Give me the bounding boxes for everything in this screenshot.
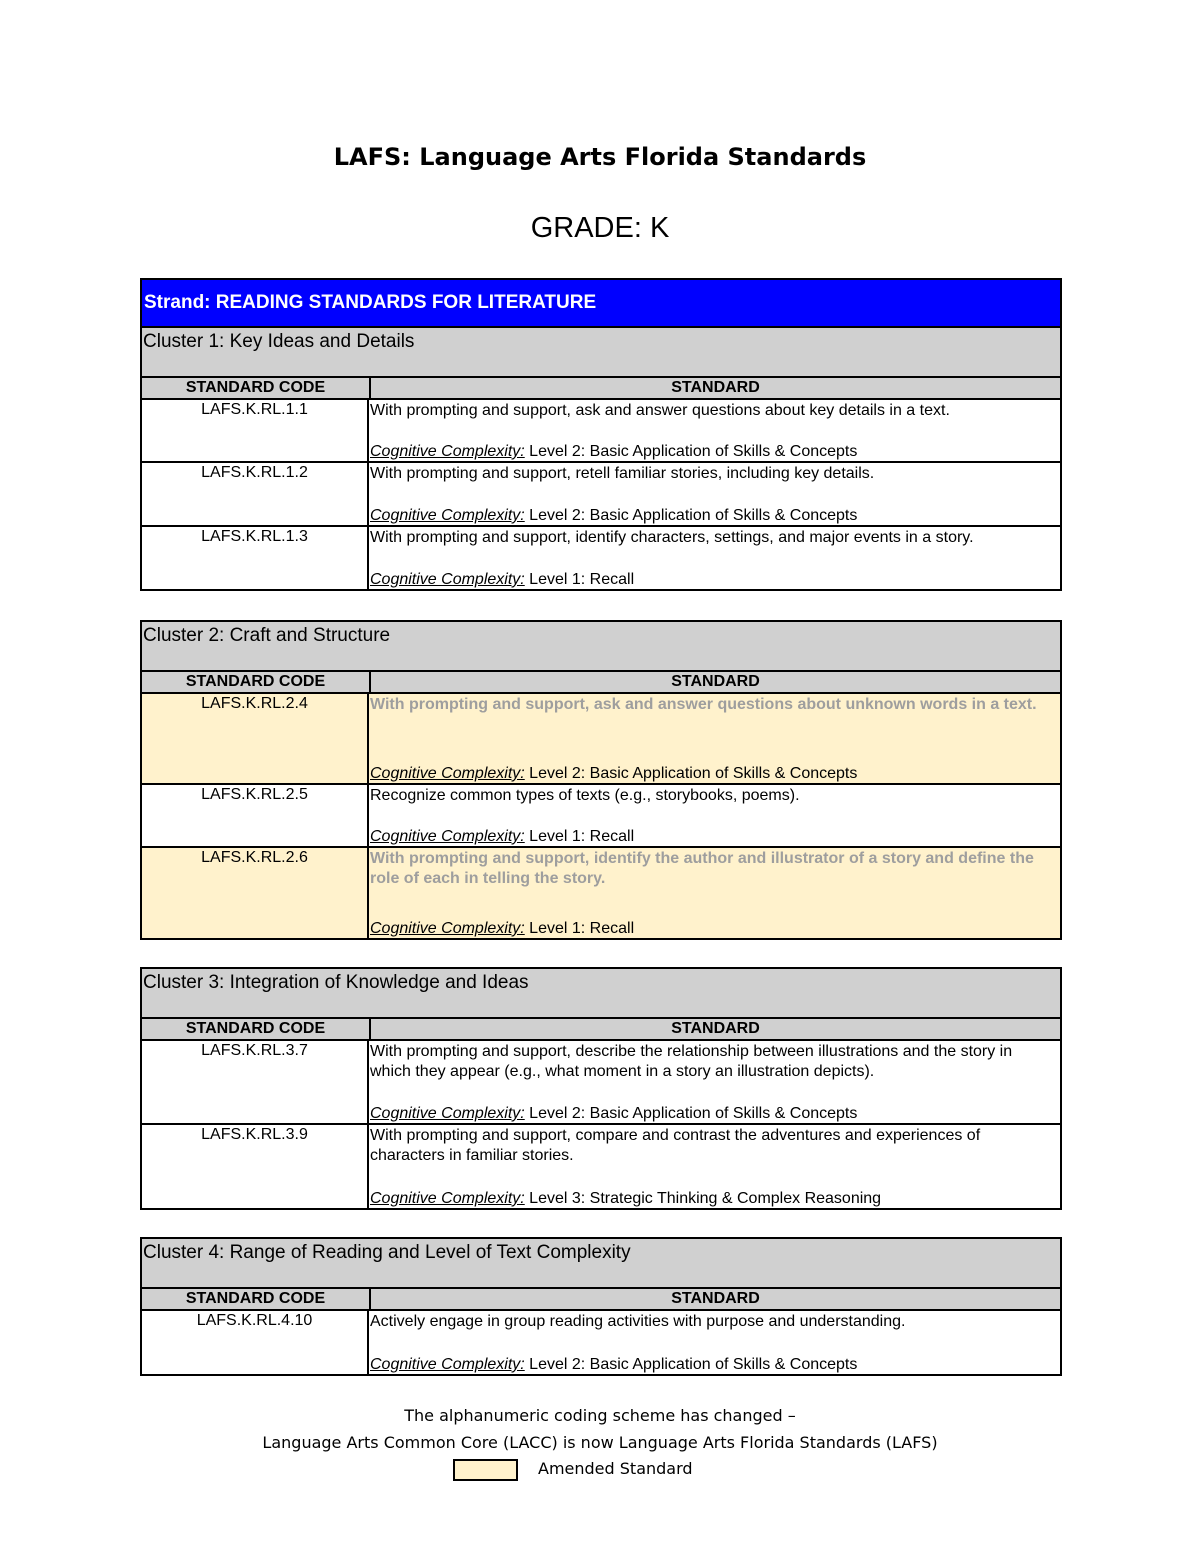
cognitive-complexity bbox=[370, 827, 634, 847]
cognitive-complexity-level: Level 2: Basic Application of Skills & Concepts bbox=[524, 1105, 858, 1122]
cluster-2-table bbox=[140, 620, 1062, 940]
standard-code: LAFS.K.RL.4.10 bbox=[142, 1311, 369, 1374]
standard-code: LAFS.K.RL.2.6 bbox=[142, 848, 369, 938]
cognitive-complexity-label: Cognitive Complexity: bbox=[370, 507, 525, 524]
table-header bbox=[140, 378, 1062, 400]
legend-swatch bbox=[453, 1459, 518, 1481]
footer-note-line-2: Language Arts Common Core (LACC) is now Language Arts Florida Standards (LAFS) bbox=[262, 1433, 938, 1452]
cognitive-complexity-level: Level 2: Basic Application of Skills & Concepts bbox=[524, 1356, 858, 1373]
standard-code: LAFS.K.RL.2.5 bbox=[142, 785, 369, 846]
cognitive-complexity-level: Level 2: Basic Application of Skills & Concepts bbox=[524, 443, 858, 460]
standard-code: LAFS.K.RL.1.1 bbox=[142, 400, 369, 461]
page-title: LAFS: Language Arts Florida Standards bbox=[333, 143, 867, 171]
cognitive-complexity-label: Cognitive Complexity: bbox=[370, 1356, 525, 1373]
cognitive-complexity-level: Level 1: Recall bbox=[524, 571, 635, 588]
cognitive-complexity-label: Cognitive Complexity: bbox=[370, 1190, 525, 1207]
table-header bbox=[140, 672, 1062, 694]
cognitive-complexity bbox=[370, 1189, 881, 1209]
standard-cell bbox=[369, 527, 1060, 589]
strand-header: Strand: READING STANDARDS FOR LITERATURE bbox=[140, 278, 1062, 326]
cognitive-complexity-level: Level 2: Basic Application of Skills & Concepts bbox=[524, 507, 858, 524]
table-row-amended bbox=[140, 694, 1062, 785]
column-header-code: STANDARD CODE bbox=[142, 1289, 371, 1309]
cognitive-complexity bbox=[370, 764, 857, 784]
cognitive-complexity-level: Level 3: Strategic Thinking & Complex Reasoning bbox=[524, 1190, 882, 1207]
standard-text: With prompting and support, compare and contrast the adventures and experiences of characters in familiar stories. bbox=[370, 1127, 981, 1164]
standard-cell bbox=[369, 848, 1060, 938]
standard-code: LAFS.K.RL.1.2 bbox=[142, 463, 369, 525]
standard-cell bbox=[369, 1041, 1060, 1123]
cluster-1-table bbox=[140, 278, 1062, 591]
column-header-code: STANDARD CODE bbox=[142, 378, 371, 398]
legend-label: Amended Standard bbox=[538, 1459, 693, 1478]
cluster-title: Cluster 2: Craft and Structure bbox=[140, 620, 1062, 672]
cognitive-complexity-label: Cognitive Complexity: bbox=[370, 1105, 525, 1122]
grade-heading: GRADE: K bbox=[530, 212, 670, 244]
table-row bbox=[140, 527, 1062, 591]
table-row bbox=[140, 1311, 1062, 1376]
standard-text: With prompting and support, identify characters, settings, and major events in a story. bbox=[370, 529, 974, 546]
standard-cell bbox=[369, 694, 1060, 783]
standard-cell bbox=[369, 463, 1060, 525]
table-header bbox=[140, 1019, 1062, 1041]
column-header-standard: STANDARD bbox=[671, 1290, 760, 1307]
cognitive-complexity-label: Cognitive Complexity: bbox=[370, 443, 525, 460]
table-header bbox=[140, 1289, 1062, 1311]
column-header-code: STANDARD CODE bbox=[142, 672, 371, 692]
standard-code: LAFS.K.RL.3.7 bbox=[142, 1041, 369, 1123]
standard-text: With prompting and support, ask and answer questions about key details in a text. bbox=[370, 402, 950, 419]
standard-text: With prompting and support, retell familiar stories, including key details. bbox=[370, 465, 875, 482]
cluster-title: Cluster 4: Range of Reading and Level of Text Complexity bbox=[140, 1237, 1062, 1289]
cognitive-complexity bbox=[370, 506, 857, 526]
standard-text: With prompting and support, identify the author and illustrator of a story and define the role of each in telling the story. bbox=[370, 850, 1034, 887]
standard-cell bbox=[369, 785, 1060, 846]
standard-code: LAFS.K.RL.3.9 bbox=[142, 1125, 369, 1208]
standard-text: With prompting and support, ask and answer questions about unknown words in a text. bbox=[370, 696, 1037, 713]
table-row bbox=[140, 785, 1062, 848]
standard-text: With prompting and support, describe the relationship between illustrations and the story in which they appear (e.g., what moment in a story an illustration depicts). bbox=[370, 1043, 1013, 1080]
footer-note-line-1: The alphanumeric coding scheme has changed – bbox=[404, 1406, 796, 1425]
cluster-title: Cluster 1: Key Ideas and Details bbox=[140, 326, 1062, 378]
cognitive-complexity-level: Level 2: Basic Application of Skills & Concepts bbox=[524, 765, 858, 782]
table-row-amended bbox=[140, 848, 1062, 940]
cognitive-complexity-level: Level 1: Recall bbox=[524, 920, 635, 937]
standard-code: LAFS.K.RL.2.4 bbox=[142, 694, 369, 783]
column-header-standard: STANDARD bbox=[671, 673, 760, 690]
standard-cell bbox=[369, 1311, 1060, 1374]
standard-text: Actively engage in group reading activities with purpose and understanding. bbox=[370, 1313, 906, 1330]
column-header-standard: STANDARD bbox=[671, 379, 760, 396]
cognitive-complexity-label: Cognitive Complexity: bbox=[370, 571, 525, 588]
table-row bbox=[140, 463, 1062, 527]
cognitive-complexity bbox=[370, 570, 634, 590]
standard-text: Recognize common types of texts (e.g., storybooks, poems). bbox=[370, 787, 800, 804]
cognitive-complexity bbox=[370, 442, 857, 462]
cognitive-complexity-label: Cognitive Complexity: bbox=[370, 920, 525, 937]
cognitive-complexity-label: Cognitive Complexity: bbox=[370, 765, 525, 782]
cluster-4-table bbox=[140, 1237, 1062, 1376]
column-header-standard: STANDARD bbox=[671, 1020, 760, 1037]
table-row bbox=[140, 400, 1062, 463]
cognitive-complexity-label: Cognitive Complexity: bbox=[370, 828, 525, 845]
cognitive-complexity-level: Level 1: Recall bbox=[524, 828, 635, 845]
cluster-title: Cluster 3: Integration of Knowledge and Ideas bbox=[140, 967, 1062, 1019]
standard-cell bbox=[369, 400, 1060, 461]
table-row bbox=[140, 1125, 1062, 1210]
column-header-code: STANDARD CODE bbox=[142, 1019, 371, 1039]
cluster-3-table bbox=[140, 967, 1062, 1210]
table-row bbox=[140, 1041, 1062, 1125]
cognitive-complexity bbox=[370, 1355, 857, 1375]
cognitive-complexity bbox=[370, 919, 634, 939]
standard-code: LAFS.K.RL.1.3 bbox=[142, 527, 369, 589]
cognitive-complexity bbox=[370, 1104, 857, 1124]
standard-cell bbox=[369, 1125, 1060, 1208]
